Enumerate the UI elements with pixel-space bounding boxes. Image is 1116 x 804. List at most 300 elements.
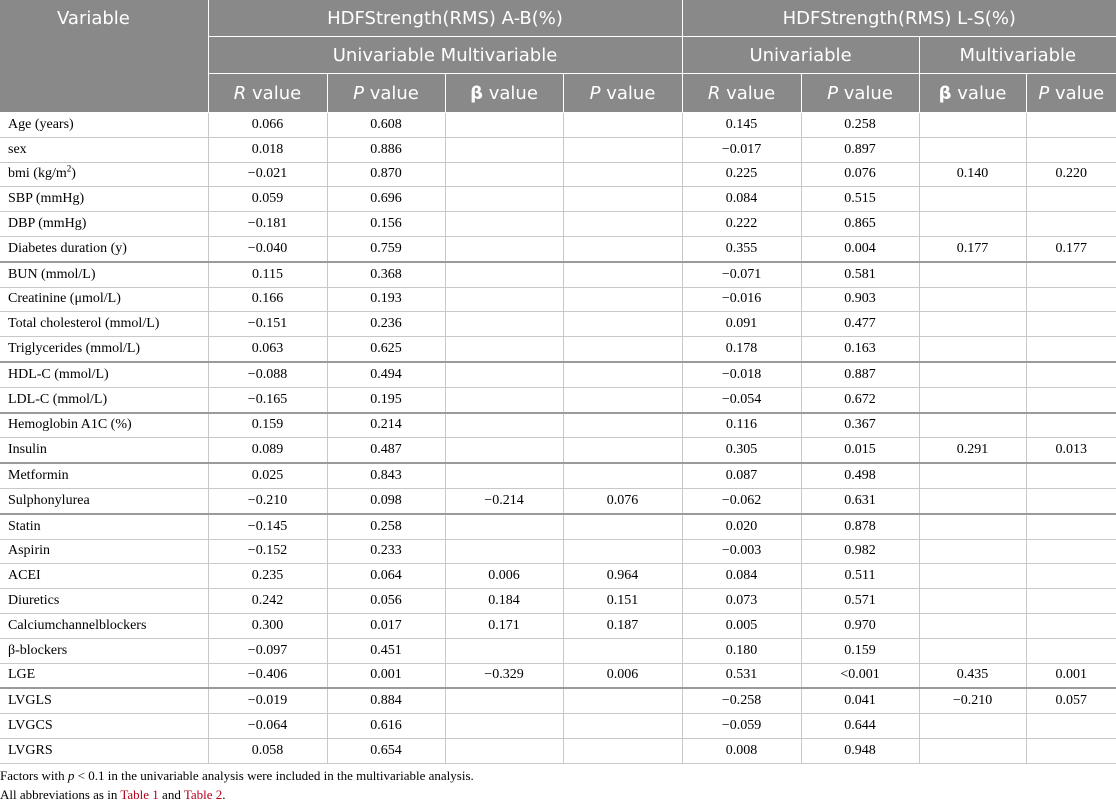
table-row [0, 514, 1116, 539]
row-variable-name: LDL-C (mmol/L) [0, 387, 208, 412]
cell-ab-p: 0.886 [327, 137, 445, 162]
cell-ab-beta: 0.006 [445, 564, 563, 589]
cell-ls-beta [919, 362, 1026, 387]
table-row [0, 387, 1116, 412]
row-variable-name: Diuretics [0, 589, 208, 614]
header-ab-beta-p-value [563, 74, 682, 113]
table-1-link[interactable]: Table 1 [120, 787, 159, 802]
cell-ls-r: 0.084 [682, 564, 801, 589]
header-sub-ls-multivariable: Multivariable [919, 37, 1116, 74]
cell-ls-beta-p: 0.220 [1026, 162, 1116, 187]
cell-ab-r: 0.242 [208, 589, 327, 614]
cell-ab-beta-p [563, 212, 682, 237]
table-row [0, 212, 1116, 237]
cell-ls-p: 0.897 [801, 137, 919, 162]
cell-ls-beta [919, 564, 1026, 589]
cell-ls-r: 0.087 [682, 463, 801, 488]
cell-ls-beta [919, 137, 1026, 162]
beta-letter: β [470, 82, 483, 104]
cell-ls-beta [919, 312, 1026, 337]
cell-ls-p: 0.163 [801, 337, 919, 362]
cell-ab-p: 0.494 [327, 362, 445, 387]
cell-ls-r: −0.071 [682, 262, 801, 287]
cell-ab-beta-p [563, 362, 682, 387]
cell-ls-p: 0.865 [801, 212, 919, 237]
cell-ab-beta [445, 287, 563, 312]
cell-ls-beta [919, 463, 1026, 488]
value-word: value [246, 82, 302, 104]
p-symbol: p [67, 768, 75, 783]
cell-ab-p: 0.451 [327, 638, 445, 663]
cell-ab-beta [445, 137, 563, 162]
cell-ls-beta [919, 613, 1026, 638]
row-variable-name: HDL-C (mmol/L) [0, 362, 208, 387]
header-ls-r-value [682, 74, 801, 113]
table-row [0, 312, 1116, 337]
table-row [0, 688, 1116, 713]
cell-ls-beta [919, 638, 1026, 663]
cell-ls-p: 0.631 [801, 488, 919, 513]
table-row [0, 663, 1116, 688]
p-letter: P [1038, 82, 1050, 104]
cell-ls-r: 0.225 [682, 162, 801, 187]
table-row [0, 613, 1116, 638]
cell-ab-beta-p [563, 413, 682, 438]
cell-ls-beta-p [1026, 638, 1116, 663]
header-sub-ab: Univariable Multivariable [208, 37, 682, 74]
cell-ls-r: 0.222 [682, 212, 801, 237]
cell-ls-r: −0.016 [682, 287, 801, 312]
cell-ls-r: −0.258 [682, 688, 801, 713]
cell-ls-p: 0.076 [801, 162, 919, 187]
cell-ab-beta-p [563, 337, 682, 362]
value-word: value [720, 82, 776, 104]
cell-ab-beta [445, 514, 563, 539]
row-variable-name: Total cholesterol (mmol/L) [0, 312, 208, 337]
p-letter: P [827, 82, 839, 104]
cell-ab-beta: −0.214 [445, 488, 563, 513]
row-variable-name: Statin [0, 514, 208, 539]
cell-ab-r: 0.159 [208, 413, 327, 438]
cell-ls-beta-p [1026, 539, 1116, 564]
cell-ls-beta [919, 287, 1026, 312]
table-row [0, 137, 1116, 162]
cell-ls-r: 0.020 [682, 514, 801, 539]
cell-ab-p: 0.017 [327, 613, 445, 638]
footnote-text: . [222, 787, 226, 802]
header-sub-ls-univariable: Univariable [682, 37, 919, 74]
cell-ls-beta [919, 539, 1026, 564]
cell-ls-beta [919, 514, 1026, 539]
cell-ls-r: 0.091 [682, 312, 801, 337]
cell-ls-p: 0.878 [801, 514, 919, 539]
cell-ab-beta [445, 236, 563, 261]
cell-ab-beta [445, 714, 563, 739]
r-letter: R [233, 82, 247, 104]
row-variable-name: LGE [0, 663, 208, 688]
table-row [0, 337, 1116, 362]
cell-ab-beta-p [563, 137, 682, 162]
superscript: 2 [66, 163, 72, 174]
cell-ls-p: 0.015 [801, 438, 919, 463]
row-variable-name: BUN (mmol/L) [0, 262, 208, 287]
cell-ab-beta-p: 0.964 [563, 564, 682, 589]
footnote-text: All abbreviations as in [0, 787, 121, 802]
cell-ls-p: 0.515 [801, 187, 919, 212]
cell-ab-r: 0.300 [208, 613, 327, 638]
cell-ls-beta: 0.177 [919, 236, 1026, 261]
cell-ab-beta-p [563, 113, 682, 138]
header-group-ab: HDFStrength(RMS) A-B(%) [208, 0, 682, 37]
row-variable-name: Calciumchannelblockers [0, 613, 208, 638]
table-row [0, 413, 1116, 438]
cell-ab-beta-p [563, 262, 682, 287]
beta-letter: β [938, 82, 952, 104]
row-variable-name: Insulin [0, 438, 208, 463]
cell-ab-p: 0.616 [327, 714, 445, 739]
cell-ab-beta-p [563, 187, 682, 212]
row-variable-name: DBP (mmHg) [0, 212, 208, 237]
header-ab-r-value [208, 74, 327, 113]
cell-ab-beta [445, 337, 563, 362]
cell-ls-r: 0.073 [682, 589, 801, 614]
cell-ls-beta-p [1026, 613, 1116, 638]
cell-ls-r: 0.180 [682, 638, 801, 663]
cell-ab-beta: −0.329 [445, 663, 563, 688]
cell-ab-beta [445, 162, 563, 187]
cell-ab-beta [445, 113, 563, 138]
cell-ls-beta [919, 113, 1026, 138]
value-word: value [600, 82, 656, 104]
p-letter: P [589, 82, 601, 104]
cell-ab-r: −0.097 [208, 638, 327, 663]
cell-ls-r: 0.355 [682, 236, 801, 261]
cell-ab-p: 0.236 [327, 312, 445, 337]
cell-ls-p: 0.367 [801, 413, 919, 438]
cell-ls-beta-p [1026, 463, 1116, 488]
cell-ls-beta [919, 262, 1026, 287]
cell-ls-beta [919, 413, 1026, 438]
cell-ab-p: 0.654 [327, 738, 445, 763]
table-row [0, 187, 1116, 212]
cell-ab-beta [445, 362, 563, 387]
p-letter: P [353, 82, 364, 104]
cell-ab-r: 0.018 [208, 137, 327, 162]
cell-ab-p: 0.759 [327, 236, 445, 261]
cell-ls-r: 0.531 [682, 663, 801, 688]
row-variable-name: LVGCS [0, 714, 208, 739]
table-row [0, 463, 1116, 488]
cell-ab-beta [445, 187, 563, 212]
cell-ab-beta [445, 463, 563, 488]
cell-ls-p: <0.001 [801, 663, 919, 688]
table-row [0, 438, 1116, 463]
cell-ab-beta [445, 638, 563, 663]
row-variable-name: Aspirin [0, 539, 208, 564]
cell-ab-p: 0.258 [327, 514, 445, 539]
cell-ls-beta-p [1026, 589, 1116, 614]
cell-ls-beta-p: 0.001 [1026, 663, 1116, 688]
header-ls-beta-p-value [1026, 74, 1116, 113]
cell-ls-r: 0.008 [682, 738, 801, 763]
row-variable-name: SBP (mmHg) [0, 187, 208, 212]
table-footnotes [0, 766, 474, 804]
header-group-ls: HDFStrength(RMS) L-S(%) [682, 0, 1116, 37]
cell-ab-r: 0.025 [208, 463, 327, 488]
cell-ls-p: 0.644 [801, 714, 919, 739]
cell-ab-p: 0.625 [327, 337, 445, 362]
cell-ab-p: 0.214 [327, 413, 445, 438]
cell-ls-r: −0.062 [682, 488, 801, 513]
cell-ab-p: 0.368 [327, 262, 445, 287]
header-ls-beta-value [919, 74, 1026, 113]
cell-ls-beta-p [1026, 488, 1116, 513]
cell-ab-beta-p [563, 387, 682, 412]
cell-ls-r: −0.059 [682, 714, 801, 739]
cell-ab-beta-p [563, 438, 682, 463]
row-variable-name: Metformin [0, 463, 208, 488]
cell-ab-beta [445, 413, 563, 438]
cell-ls-beta-p [1026, 262, 1116, 287]
footnote-text: Factors with [0, 768, 68, 783]
cell-ab-beta-p [563, 463, 682, 488]
cell-ls-p: 0.903 [801, 287, 919, 312]
cell-ls-r: 0.116 [682, 413, 801, 438]
cell-ab-beta [445, 438, 563, 463]
cell-ab-beta-p [563, 162, 682, 187]
cell-ls-p: 0.571 [801, 589, 919, 614]
cell-ls-p: 0.887 [801, 362, 919, 387]
cell-ls-beta-p [1026, 137, 1116, 162]
row-variable-name: Triglycerides (mmol/L) [0, 337, 208, 362]
cell-ls-r: 0.145 [682, 113, 801, 138]
table-row [0, 113, 1116, 138]
cell-ab-r: 0.235 [208, 564, 327, 589]
cell-ab-p: 0.064 [327, 564, 445, 589]
cell-ab-r: −0.210 [208, 488, 327, 513]
row-variable-name: LVGLS [0, 688, 208, 713]
table-row [0, 362, 1116, 387]
cell-ab-p: 0.156 [327, 212, 445, 237]
cell-ab-beta-p: 0.187 [563, 613, 682, 638]
cell-ls-beta-p [1026, 312, 1116, 337]
header-ab-p-value [327, 74, 445, 113]
cell-ls-p: 0.498 [801, 463, 919, 488]
cell-ls-beta-p [1026, 738, 1116, 763]
cell-ls-r: 0.305 [682, 438, 801, 463]
cell-ab-beta [445, 312, 563, 337]
cell-ab-p: 0.195 [327, 387, 445, 412]
cell-ab-p: 0.193 [327, 287, 445, 312]
row-variable-name: Diabetes duration (y) [0, 236, 208, 261]
row-variable-name [0, 162, 208, 187]
cell-ls-p: 0.477 [801, 312, 919, 337]
row-variable-name: β-blockers [0, 638, 208, 663]
cell-ab-p: 0.608 [327, 113, 445, 138]
cell-ab-beta-p [563, 287, 682, 312]
cell-ls-beta-p: 0.177 [1026, 236, 1116, 261]
cell-ab-r: −0.019 [208, 688, 327, 713]
row-variable-name-text: bmi (kg/m [8, 166, 67, 182]
cell-ab-r: −0.145 [208, 514, 327, 539]
cell-ab-p: 0.098 [327, 488, 445, 513]
cell-ab-r: −0.406 [208, 663, 327, 688]
row-variable-name-end: ) [71, 166, 76, 182]
cell-ab-r: −0.021 [208, 162, 327, 187]
table-row [0, 564, 1116, 589]
cell-ls-p: 0.672 [801, 387, 919, 412]
row-variable-name: Hemoglobin A1C (%) [0, 413, 208, 438]
table-row [0, 714, 1116, 739]
cell-ls-beta-p [1026, 187, 1116, 212]
cell-ab-beta [445, 738, 563, 763]
cell-ls-beta-p [1026, 337, 1116, 362]
table-row [0, 589, 1116, 614]
header-ab-beta-value [445, 74, 563, 113]
row-variable-name: ACEI [0, 564, 208, 589]
cell-ab-beta-p [563, 688, 682, 713]
cell-ls-r: −0.018 [682, 362, 801, 387]
value-word: value [951, 82, 1007, 104]
cell-ab-r: −0.064 [208, 714, 327, 739]
table-row [0, 262, 1116, 287]
cell-ls-beta-p [1026, 113, 1116, 138]
footnote-text: and [158, 787, 184, 802]
cell-ls-beta: 0.291 [919, 438, 1026, 463]
cell-ab-r: −0.040 [208, 236, 327, 261]
cell-ls-r: −0.003 [682, 539, 801, 564]
row-variable-name: Creatinine (μmol/L) [0, 287, 208, 312]
cell-ab-beta-p [563, 539, 682, 564]
table-row [0, 738, 1116, 763]
cell-ab-beta: 0.171 [445, 613, 563, 638]
cell-ls-beta: 0.435 [919, 663, 1026, 688]
cell-ls-beta-p [1026, 564, 1116, 589]
cell-ls-beta-p [1026, 387, 1116, 412]
cell-ab-beta-p [563, 714, 682, 739]
cell-ls-r: −0.017 [682, 137, 801, 162]
row-variable-name: Sulphonylurea [0, 488, 208, 513]
table-row [0, 162, 1116, 187]
cell-ls-beta [919, 187, 1026, 212]
cell-ls-p: 0.258 [801, 113, 919, 138]
cell-ab-r: 0.089 [208, 438, 327, 463]
cell-ls-beta [919, 387, 1026, 412]
table-row [0, 539, 1116, 564]
cell-ab-beta-p [563, 738, 682, 763]
cell-ls-beta-p [1026, 514, 1116, 539]
cell-ls-p: 0.948 [801, 738, 919, 763]
table-row [0, 287, 1116, 312]
row-variable-name: LVGRS [0, 738, 208, 763]
r-letter: R [707, 82, 721, 104]
header-ls-p-value [801, 74, 919, 113]
cell-ab-p: 0.870 [327, 162, 445, 187]
cell-ls-beta-p [1026, 714, 1116, 739]
table-row [0, 236, 1116, 261]
cell-ls-beta: −0.210 [919, 688, 1026, 713]
row-variable-name: sex [0, 137, 208, 162]
cell-ab-beta-p [563, 638, 682, 663]
cell-ab-beta [445, 688, 563, 713]
footnote-line-1 [0, 766, 474, 785]
cell-ab-beta-p: 0.151 [563, 589, 682, 614]
cell-ls-beta-p [1026, 413, 1116, 438]
cell-ls-r: 0.084 [682, 187, 801, 212]
cell-ls-p: 0.970 [801, 613, 919, 638]
table-2-link[interactable]: Table 2 [183, 787, 223, 802]
cell-ab-beta-p: 0.076 [563, 488, 682, 513]
cell-ls-p: 0.581 [801, 262, 919, 287]
cell-ab-beta-p [563, 312, 682, 337]
cell-ab-r: −0.152 [208, 539, 327, 564]
cell-ab-r: −0.165 [208, 387, 327, 412]
cell-ab-r: 0.166 [208, 287, 327, 312]
cell-ls-beta-p: 0.013 [1026, 438, 1116, 463]
header-variable: Variable [0, 0, 208, 113]
value-word: value [838, 82, 893, 104]
cell-ab-p: 0.001 [327, 663, 445, 688]
cell-ls-beta [919, 488, 1026, 513]
cell-ab-beta [445, 212, 563, 237]
cell-ls-beta [919, 337, 1026, 362]
cell-ls-p: 0.159 [801, 638, 919, 663]
cell-ab-beta-p: 0.006 [563, 663, 682, 688]
table-row [0, 638, 1116, 663]
cell-ls-beta [919, 714, 1026, 739]
cell-ls-beta-p [1026, 287, 1116, 312]
cell-ls-p: 0.004 [801, 236, 919, 261]
cell-ls-beta: 0.140 [919, 162, 1026, 187]
cell-ls-p: 0.041 [801, 688, 919, 713]
cell-ls-r: 0.005 [682, 613, 801, 638]
row-variable-name: Age (years) [0, 113, 208, 138]
cell-ls-r: 0.178 [682, 337, 801, 362]
cell-ab-r: −0.181 [208, 212, 327, 237]
cell-ab-r: 0.059 [208, 187, 327, 212]
cell-ab-p: 0.884 [327, 688, 445, 713]
cell-ab-r: −0.088 [208, 362, 327, 387]
cell-ab-p: 0.487 [327, 438, 445, 463]
cell-ls-p: 0.511 [801, 564, 919, 589]
cell-ls-beta [919, 738, 1026, 763]
cell-ab-r: 0.058 [208, 738, 327, 763]
cell-ls-beta-p [1026, 212, 1116, 237]
cell-ls-beta [919, 589, 1026, 614]
cell-ls-p: 0.982 [801, 539, 919, 564]
value-word: value [363, 82, 419, 104]
cell-ab-r: −0.151 [208, 312, 327, 337]
value-word: value [483, 82, 538, 104]
cell-ls-beta [919, 212, 1026, 237]
cell-ab-beta-p [563, 514, 682, 539]
cell-ls-r: −0.054 [682, 387, 801, 412]
cell-ab-p: 0.233 [327, 539, 445, 564]
cell-ls-beta-p: 0.057 [1026, 688, 1116, 713]
cell-ab-beta-p [563, 236, 682, 261]
cell-ab-r: 0.063 [208, 337, 327, 362]
footnote-line-2 [0, 785, 474, 804]
cell-ab-r: 0.066 [208, 113, 327, 138]
cell-ab-beta [445, 387, 563, 412]
value-word: value [1049, 82, 1105, 104]
cell-ab-p: 0.696 [327, 187, 445, 212]
cell-ab-beta [445, 539, 563, 564]
cell-ab-r: 0.115 [208, 262, 327, 287]
cell-ab-p: 0.056 [327, 589, 445, 614]
cell-ab-beta [445, 262, 563, 287]
footnote-text: < 0.1 in the univariable analysis were included in the multivariable analysis. [74, 768, 474, 783]
